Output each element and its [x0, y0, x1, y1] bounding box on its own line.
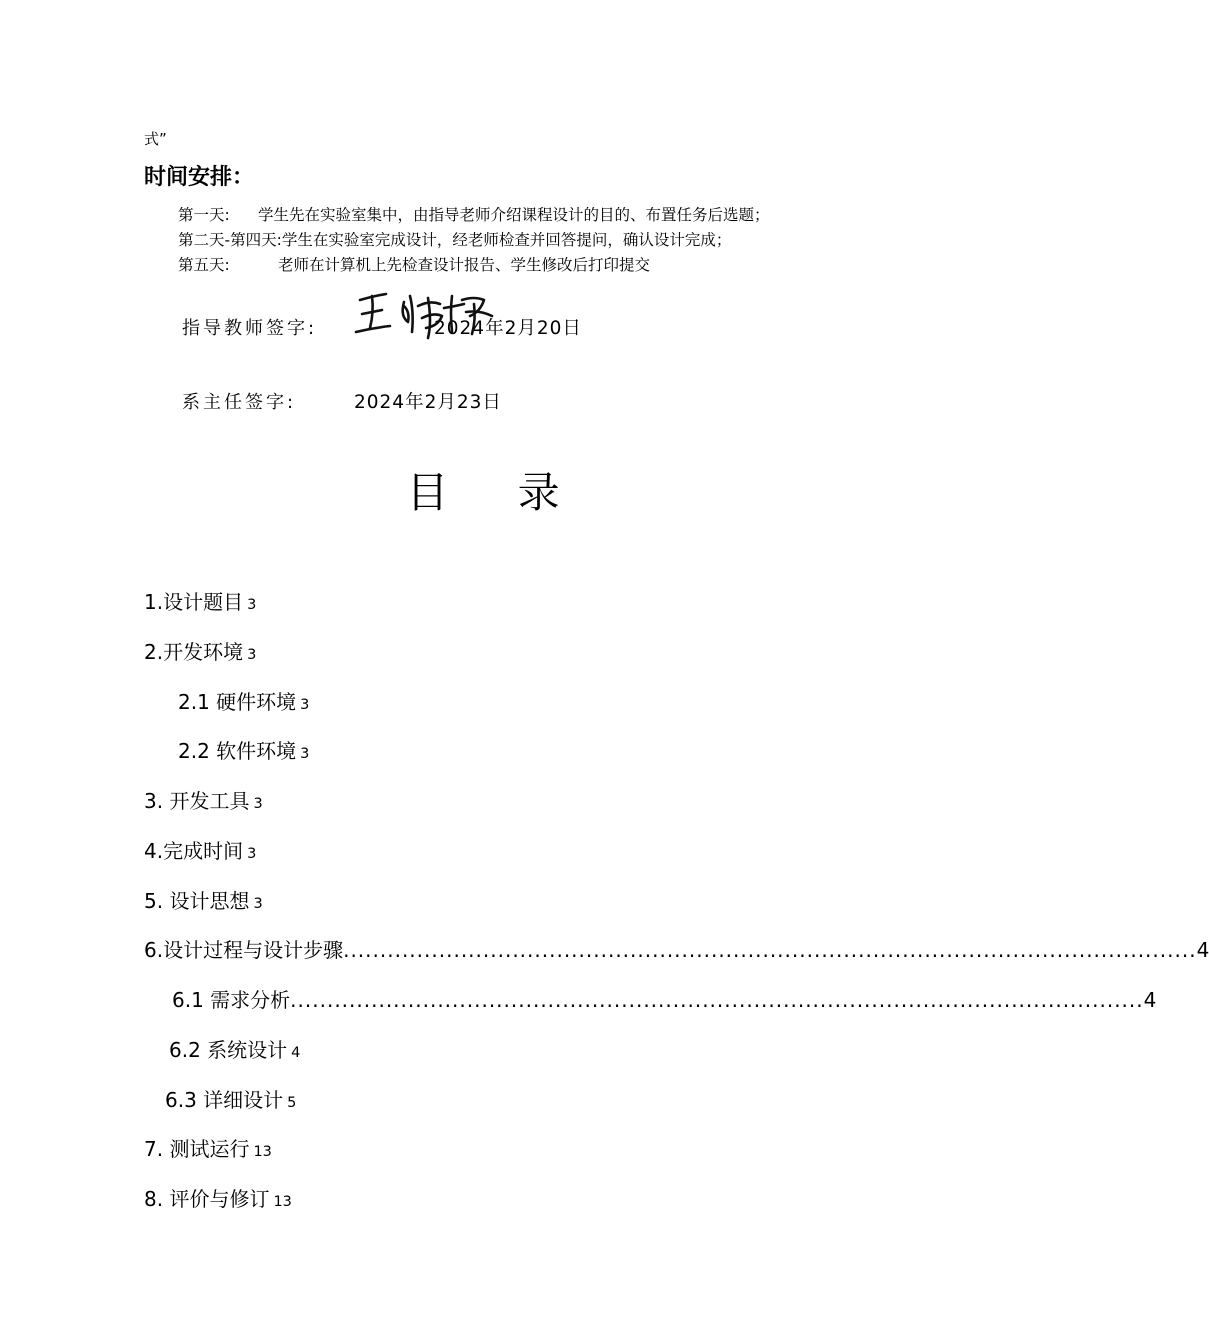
- toc-entry-page: 3: [247, 846, 257, 862]
- toc-entry-label: 6.设计过程与设计步骤: [144, 938, 344, 962]
- toc-entry-label: 2.开发环境: [144, 640, 244, 664]
- toc-entry-page: 3: [253, 896, 263, 912]
- toc-entry-page: 4: [1143, 988, 1157, 1012]
- toc-entry-label: 6.2 系统设计: [169, 1038, 288, 1062]
- toc-entry-label: 3. 开发工具: [144, 789, 250, 813]
- toc-entry-label: 4.完成时间: [144, 839, 244, 863]
- toc-entry-page: 4: [291, 1045, 301, 1061]
- toc-entry[interactable]: [144, 835, 256, 864]
- top-text-fragment: 式”: [144, 130, 167, 148]
- toc-entry[interactable]: [178, 735, 309, 764]
- toc-entry[interactable]: [144, 934, 1209, 963]
- toc-entry[interactable]: [144, 1183, 292, 1212]
- director-signature-label: 系主任签字:: [182, 392, 297, 413]
- toc-entry-label: 5. 设计思想: [144, 889, 250, 913]
- toc-entry-label: 7. 测试运行: [144, 1137, 250, 1161]
- toc-entry[interactable]: [165, 1084, 296, 1113]
- toc-entry-label: 1.设计题目: [144, 590, 244, 614]
- handwritten-signature: [352, 282, 502, 344]
- toc-entry-label: 6.1 需求分析: [172, 988, 291, 1012]
- schedule-row: [178, 203, 770, 225]
- toc-entry-label: 2.2 软件环境: [178, 739, 297, 763]
- toc-entry-page: 13: [253, 1144, 272, 1160]
- schedule-day: 第二天-第四天:: [178, 231, 282, 249]
- toc-entry[interactable]: [144, 586, 256, 615]
- toc-entry-page: 3: [247, 647, 257, 663]
- toc-entry[interactable]: [144, 1133, 272, 1162]
- toc-entry-page: 3: [253, 796, 263, 812]
- toc-leader-dots: ....................................................................................................................: [290, 988, 1144, 1012]
- toc-entry-label: 6.3 详细设计: [165, 1088, 284, 1112]
- toc-entry-label: 2.1 硬件环境: [178, 690, 297, 714]
- toc-title: 目 录: [406, 468, 588, 517]
- teacher-signature-label: 指导教师签字:: [182, 318, 318, 339]
- toc-entry[interactable]: [144, 785, 263, 814]
- toc-entry[interactable]: [169, 1034, 300, 1063]
- schedule-desc: 学生先在实验室集中，由指导老师介绍课程设计的目的、布置任务后选题；: [258, 206, 770, 224]
- schedule-desc: 老师在计算机上先检查设计报告、学生修改后打印提交: [278, 256, 651, 274]
- schedule-row: [178, 253, 650, 275]
- toc-entry-page: 4: [1196, 938, 1209, 962]
- toc-entry[interactable]: [178, 686, 309, 715]
- toc-entry[interactable]: [144, 885, 263, 914]
- schedule-day: 第一天:: [178, 206, 230, 224]
- toc-entry-label: 8. 评价与修订: [144, 1187, 270, 1211]
- schedule-row: [178, 228, 731, 250]
- toc-leader-dots: ....................................................................................................................: [343, 938, 1197, 962]
- toc-entry-page: 3: [247, 597, 257, 613]
- toc-entry[interactable]: [144, 636, 256, 665]
- director-signature-date: 2024年2月23日: [354, 392, 502, 413]
- toc-entry-page: 13: [273, 1194, 292, 1210]
- toc-entry[interactable]: [172, 984, 1157, 1013]
- schedule-day: 第五天:: [178, 256, 230, 274]
- schedule-heading: 时间安排：: [144, 165, 255, 190]
- toc-entry-page: 3: [300, 697, 310, 713]
- schedule-desc: 学生在实验室完成设计，经老师检查并回答提问，确认设计完成；: [281, 231, 732, 249]
- toc-entry-page: 5: [287, 1095, 297, 1111]
- toc-entry-page: 3: [300, 746, 310, 762]
- teacher-signature-date: 2024年2月20日: [434, 318, 582, 339]
